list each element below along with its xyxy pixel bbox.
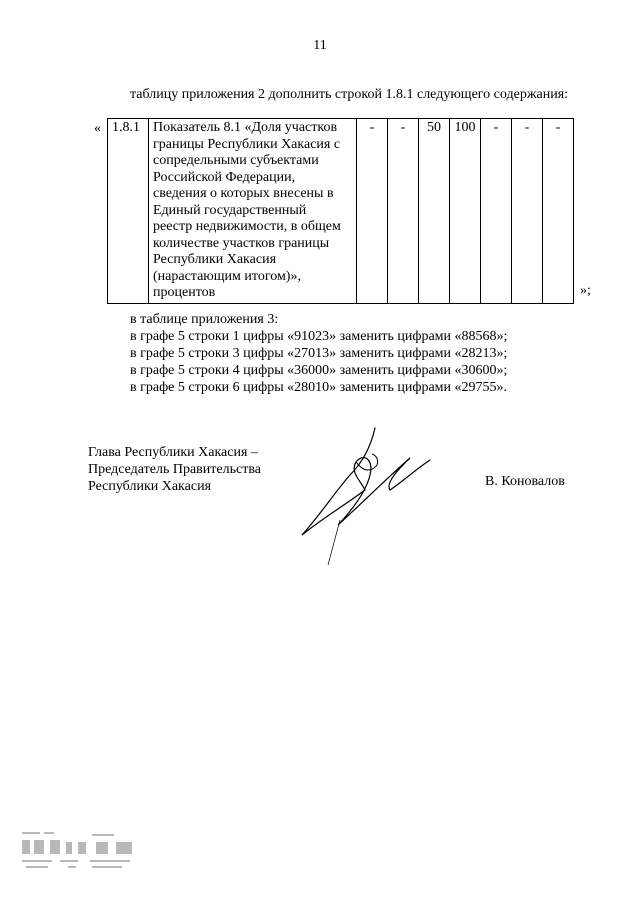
value-cell: - [543,119,574,304]
description-line: Российской Федерации, [153,169,296,185]
change-line: в графе 5 строки 4 цифры «36000» заменить цифрами «30600»; [130,363,508,378]
intro-paragraph: таблицу приложения 2 дополнить строкой 1.8.1 следующего содержания: [130,87,569,102]
description-line: границы Республики Хакасия с [153,136,341,152]
registration-stamp-mark [20,828,140,878]
insert-table [107,118,574,304]
value-cell: 100 [450,119,481,304]
change-line: в таблице приложения 3: [130,312,279,327]
description-cell [149,119,357,304]
description-line: реестр недвижимости, в общем [153,219,341,234]
description-line: количестве участков границы [153,235,330,251]
value-cell: - [357,119,388,304]
change-line: в графе 5 строки 1 цифры «91023» заменить цифрами «88568»; [130,329,508,344]
signatory-title-line: Республики Хакасия [88,479,212,494]
quote-open: « [94,121,101,136]
quote-close: »; [580,283,591,298]
row-number-cell: 1.8.1 [108,119,149,304]
signatory-title-line: Глава Республики Хакасия – [88,445,258,460]
description-line: Единый государственный [153,202,307,218]
description-line: процентов [153,285,216,300]
value-cell: - [481,119,512,304]
signatory-title [88,444,261,495]
changes-list [130,311,507,396]
description-line: Республики Хакасия [153,252,277,267]
signer-name: В. Коновалов [485,474,565,489]
value-cell: 50 [419,119,450,304]
handwritten-signature [290,420,440,570]
description-line: сведения о которых внесены в [153,186,334,201]
page-number: 11 [313,38,327,53]
table-row [108,119,574,304]
value-cell: - [388,119,419,304]
change-line: в графе 5 строки 6 цифры «28010» заменить цифрами «29755». [130,380,508,395]
description-line: сопредельными субъектами [153,153,319,168]
change-line: в графе 5 строки 3 цифры «27013» заменить цифрами «28213»; [130,346,508,361]
description-line: (нарастающим итогом)», [153,268,301,284]
description-line: Показатель 8.1 «Доля участков [153,120,338,135]
signatory-title-line: Председатель Правительства [88,462,261,477]
value-cell: - [512,119,543,304]
